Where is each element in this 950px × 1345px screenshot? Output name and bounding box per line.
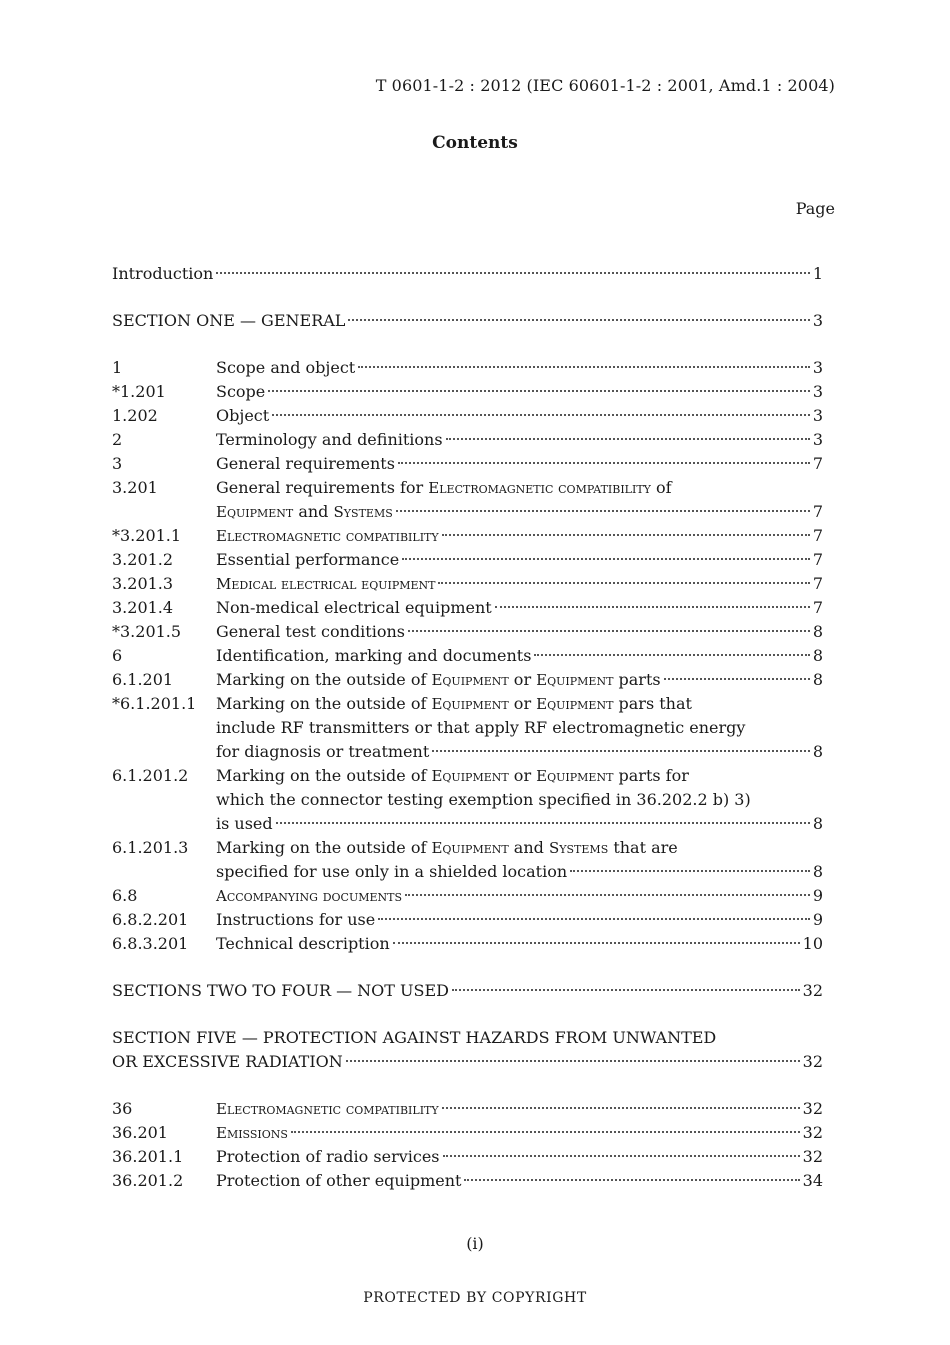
- toc-entry-title: SECTION ONE — GENERAL: [112, 311, 346, 330]
- page-title: Contents: [432, 133, 518, 153]
- dot-leader: [402, 557, 810, 560]
- toc-entry-number: 2: [112, 430, 123, 449]
- footer-page-number: (i): [466, 1234, 484, 1253]
- toc-entry-title: is used: [216, 814, 273, 833]
- toc-entry-title: General requirements: [216, 454, 395, 473]
- toc-entry-number: 6: [112, 646, 123, 665]
- toc-page-number: 1: [812, 264, 823, 283]
- toc-entry-title: Marking on the outside of Equipment or Equipment parts: [216, 670, 661, 689]
- copyright-notice: PROTECTED BY COPYRIGHT: [363, 1290, 587, 1306]
- dot-leader: [276, 821, 810, 824]
- dot-leader: [398, 461, 810, 464]
- toc-entry-title: Instructions for use: [216, 910, 376, 929]
- toc-entry-title: Emissions: [216, 1124, 288, 1142]
- document-header: T 0601-1-2 : 2012 (IEC 60601-1-2 : 2001, Amd.1 : 2004): [375, 76, 835, 95]
- dot-leader: [446, 437, 810, 440]
- toc-entry-number: 1: [112, 358, 123, 377]
- toc-entry-title: Identification, marking and documents: [216, 646, 532, 665]
- toc-page-number: 3: [812, 430, 823, 449]
- toc-entry-title: Electromagnetic compatibility: [216, 1100, 439, 1118]
- toc-page-number: 9: [812, 910, 823, 929]
- toc-entry[interactable]: [112, 1169, 823, 1193]
- dot-leader: [438, 581, 809, 584]
- toc-entry[interactable]: [112, 476, 823, 524]
- toc-page-number: 7: [812, 526, 823, 545]
- toc-entry[interactable]: [112, 620, 823, 644]
- dot-leader: [442, 533, 810, 536]
- dot-leader: [348, 318, 809, 321]
- toc-page-number: 8: [812, 862, 823, 881]
- toc-entry[interactable]: [112, 908, 823, 932]
- toc-entry-title: specified for use only in a shielded location: [216, 862, 568, 881]
- toc-entry-title: Essential performance: [216, 550, 400, 569]
- toc-entry-number: 36.201.1: [112, 1147, 184, 1166]
- toc-entry-number: *3.201.5: [112, 622, 182, 641]
- dot-leader: [408, 629, 810, 632]
- toc-entry[interactable]: [112, 1121, 823, 1145]
- toc-entry-number: 6.1.201: [112, 670, 174, 689]
- toc-page-number: 7: [812, 598, 823, 617]
- dot-leader: [346, 1059, 800, 1062]
- toc-entry[interactable]: [112, 380, 823, 404]
- toc-entry[interactable]: [112, 836, 823, 884]
- toc-entry[interactable]: [112, 309, 823, 333]
- toc-entry-title: OR EXCESSIVE RADIATION: [112, 1052, 343, 1071]
- toc-entry[interactable]: [112, 932, 823, 956]
- dot-leader: [664, 677, 810, 680]
- toc-page-number: 34: [802, 1171, 823, 1190]
- toc-page-number: 9: [812, 886, 823, 905]
- toc-entry-number: 1.202: [112, 406, 158, 425]
- toc-page-number: 3: [812, 358, 823, 377]
- toc-entry-number: *3.201.1: [112, 526, 182, 545]
- toc-entry-number: 6.8: [112, 886, 138, 905]
- toc-entry[interactable]: [112, 262, 823, 286]
- table-of-contents: [112, 262, 823, 1193]
- dot-leader: [405, 893, 810, 896]
- page-column-label: Page: [795, 199, 835, 218]
- toc-entry-number: 3.201.4: [112, 598, 174, 617]
- toc-page-number: 32: [802, 1099, 823, 1118]
- toc-page-number: 32: [802, 1052, 823, 1071]
- toc-entry[interactable]: [112, 1026, 823, 1074]
- toc-entry[interactable]: [112, 884, 823, 908]
- toc-entry-title: include RF transmitters or that apply RF electromagnetic energy: [216, 718, 746, 737]
- toc-entry-title: Protection of radio services: [216, 1147, 440, 1166]
- toc-page-number: 32: [802, 981, 823, 1000]
- toc-entry-title: which the connector testing exemption specified in 36.202.2 b) 3): [216, 790, 751, 809]
- dot-leader: [393, 941, 800, 944]
- toc-page-number: 7: [812, 502, 823, 521]
- toc-page-number: 10: [802, 934, 823, 953]
- toc-entry[interactable]: [112, 452, 823, 476]
- toc-entry[interactable]: [112, 572, 823, 596]
- toc-entry[interactable]: [112, 428, 823, 452]
- toc-entry-title: Medical electrical equipment: [216, 575, 436, 593]
- toc-entry-title: Marking on the outside of Equipment and Systems that are: [216, 838, 678, 857]
- dot-leader: [452, 988, 800, 991]
- toc-entry[interactable]: [112, 524, 823, 548]
- toc-entry[interactable]: [112, 1145, 823, 1169]
- toc-entry[interactable]: [112, 692, 823, 764]
- toc-page-number: 8: [812, 622, 823, 641]
- toc-page-number: 8: [812, 814, 823, 833]
- dot-leader: [495, 605, 810, 608]
- toc-entry-number: 3.201: [112, 478, 158, 497]
- dot-leader: [443, 1154, 800, 1157]
- toc-entry-title: Introduction: [112, 264, 214, 283]
- toc-page-number: 32: [802, 1147, 823, 1166]
- dot-leader: [272, 413, 810, 416]
- toc-page-number: 32: [802, 1123, 823, 1142]
- toc-entry-number: 3.201.3: [112, 574, 174, 593]
- toc-entry-title: for diagnosis or treatment: [216, 742, 430, 761]
- toc-page-number: 8: [812, 646, 823, 665]
- toc-entry-title: SECTION FIVE — PROTECTION AGAINST HAZARDS FROM UNWANTED: [112, 1028, 717, 1047]
- toc-entry-number: 6.8.2.201: [112, 910, 189, 929]
- toc-entry-number: 6.1.201.2: [112, 766, 189, 785]
- dot-leader: [464, 1178, 799, 1181]
- dot-leader: [534, 653, 809, 656]
- toc-page-number: 7: [812, 574, 823, 593]
- toc-entry-title: Marking on the outside of Equipment or Equipment parts for: [216, 766, 689, 785]
- toc-entry-title: Non-medical electrical equipment: [216, 598, 492, 617]
- toc-entry-title: Scope: [216, 382, 266, 401]
- toc-entry-title: Electromagnetic compatibility: [216, 527, 439, 545]
- toc-entry-number: 36: [112, 1099, 133, 1118]
- toc-entry-title: Equipment and Systems: [216, 502, 393, 521]
- toc-entry-title: Technical description: [216, 934, 390, 953]
- toc-page-number: 3: [812, 406, 823, 425]
- toc-entry-number: 6.8.3.201: [112, 934, 189, 953]
- toc-entry-title: Terminology and definitions: [216, 430, 443, 449]
- toc-entry-title: SECTIONS TWO TO FOUR — NOT USED: [112, 981, 449, 1000]
- toc-entry[interactable]: [112, 979, 823, 1003]
- toc-entry-title: General test conditions: [216, 622, 405, 641]
- toc-entry-title: Accompanying documents: [216, 887, 403, 905]
- toc-entry[interactable]: [112, 356, 823, 380]
- toc-entry[interactable]: [112, 596, 823, 620]
- toc-entry-number: 36.201.2: [112, 1171, 184, 1190]
- toc-entry-number: 6.1.201.3: [112, 838, 189, 857]
- toc-page-number: 7: [812, 550, 823, 569]
- toc-page-number: 3: [812, 382, 823, 401]
- toc-entry-number: 36.201: [112, 1123, 168, 1142]
- dot-leader: [442, 1106, 800, 1109]
- dot-leader: [378, 917, 810, 920]
- toc-entry[interactable]: [112, 1097, 823, 1121]
- toc-entry[interactable]: [112, 404, 823, 428]
- toc-entry[interactable]: [112, 668, 823, 692]
- dot-leader: [570, 869, 810, 872]
- dot-leader: [216, 271, 809, 274]
- dot-leader: [291, 1130, 800, 1133]
- toc-page-number: 8: [812, 670, 823, 689]
- toc-page-number: 8: [812, 742, 823, 761]
- toc-page-number: 7: [812, 454, 823, 473]
- toc-entry-title: Protection of other equipment: [216, 1171, 462, 1190]
- toc-page-number: 3: [812, 311, 823, 330]
- toc-entry-number: 3.201.2: [112, 550, 174, 569]
- dot-leader: [358, 365, 810, 368]
- toc-entry-number: *6.1.201.1: [112, 694, 197, 713]
- toc-entry-number: *1.201: [112, 382, 166, 401]
- dot-leader: [396, 509, 810, 512]
- toc-entry[interactable]: [112, 548, 823, 572]
- dot-leader: [268, 389, 810, 392]
- toc-entry-title: Scope and object: [216, 358, 356, 377]
- toc-entry[interactable]: [112, 644, 823, 668]
- toc-entry[interactable]: [112, 764, 823, 836]
- dot-leader: [432, 749, 810, 752]
- toc-entry-title: Marking on the outside of Equipment or Equipment pars that: [216, 694, 692, 713]
- toc-entry-title: General requirements for Electromagnetic compatibility of: [216, 478, 672, 497]
- toc-entry-number: 3: [112, 454, 123, 473]
- toc-entry-title: Object: [216, 406, 270, 425]
